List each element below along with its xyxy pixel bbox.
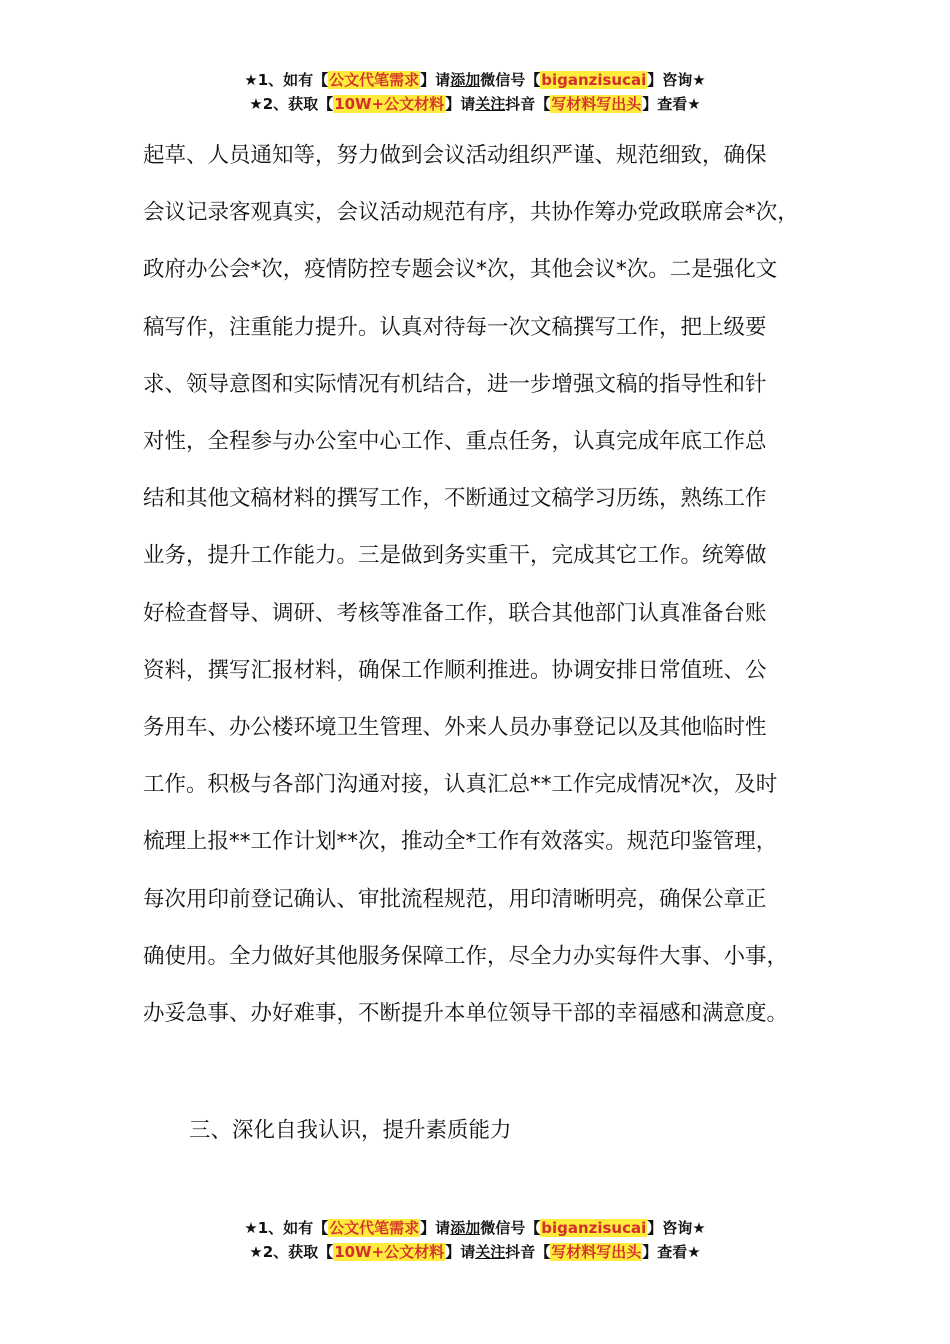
highlight-service: 公文代笔需求 bbox=[329, 1219, 420, 1237]
body-line: 求、领导意图和实际情况有机结合，进一步增强文稿的指导性和针 bbox=[143, 371, 767, 397]
body-line: 对性，全程参与办公室中心工作、重点任务，认真完成年底工作总 bbox=[143, 429, 767, 455]
body-line: 确使用。全力做好其他服务保障工作，尽全力办实每件大事、小事， bbox=[143, 943, 789, 969]
highlight-materials: 10W+公文材料 bbox=[334, 95, 445, 113]
highlight-wechat-id: biganzisucai bbox=[541, 71, 647, 89]
body-line: 资料，撰写汇报材料，确保工作顺利推进。协调安排日常值班、公 bbox=[143, 657, 767, 683]
highlight-douyin-account: 写材料写出头 bbox=[551, 1243, 642, 1261]
body-line: 务用车、办公楼环境卫生管理、外来人员办事登记以及其他临时性 bbox=[143, 715, 767, 741]
highlight-douyin-account: 写材料写出头 bbox=[551, 95, 642, 113]
body-line: 结和其他文稿材料的撰写工作，不断通过文稿学习历练，熟练工作 bbox=[143, 486, 767, 512]
body-line: 办妥急事、办好难事，不断提升本单位领导干部的幸福感和满意度。 bbox=[143, 1001, 789, 1027]
section-heading: 三、深化自我认识，提升素质能力 bbox=[189, 1118, 512, 1143]
body-line: 好检查督导、调研、考核等准备工作，联合其他部门认真准备台账 bbox=[143, 600, 767, 626]
body-paragraph bbox=[143, 127, 843, 1042]
footer-banner bbox=[0, 1216, 950, 1264]
body-line: 业务，提升工作能力。三是做到务实重干，完成其它工作。统筹做 bbox=[143, 543, 767, 569]
body-line: 梳理上报**工作计划**次，推动全*工作有效落实。规范印鉴管理， bbox=[143, 829, 778, 855]
highlight-service: 公文代笔需求 bbox=[329, 71, 420, 89]
highlight-materials: 10W+公文材料 bbox=[334, 1243, 445, 1261]
body-line: 稿写作，注重能力提升。认真对待每一次文稿撰写工作，把上级要 bbox=[143, 314, 767, 340]
highlight-wechat-id: biganzisucai bbox=[541, 1219, 647, 1237]
body-line: 每次用印前登记确认、审批流程规范，用印清晰明亮，确保公章正 bbox=[143, 886, 767, 912]
header-banner bbox=[0, 68, 950, 116]
banner-line-1: ★1、如有【公文代笔需求】请添加微信号【biganzisucai】咨询★ bbox=[244, 1219, 706, 1237]
body-line: 会议记录客观真实，会议活动规范有序，共协作筹办党政联席会*次， bbox=[143, 200, 799, 226]
banner-line-2: ★2、获取【10W+公文材料】请关注抖音【写材料写出头】查看★ bbox=[249, 95, 701, 113]
banner-line-1: ★1、如有【公文代笔需求】请添加微信号【biganzisucai】咨询★ bbox=[244, 71, 706, 89]
body-line: 起草、人员通知等，努力做到会议活动组织严谨、规范细致，确保 bbox=[143, 143, 767, 168]
body-line: 政府办公会*次，疫情防控专题会议*次，其他会议*次。二是强化文 bbox=[143, 257, 778, 283]
banner-line-2: ★2、获取【10W+公文材料】请关注抖音【写材料写出头】查看★ bbox=[249, 1243, 701, 1261]
body-line: 工作。积极与各部门沟通对接，认真汇总**工作完成情况*次，及时 bbox=[143, 772, 778, 798]
